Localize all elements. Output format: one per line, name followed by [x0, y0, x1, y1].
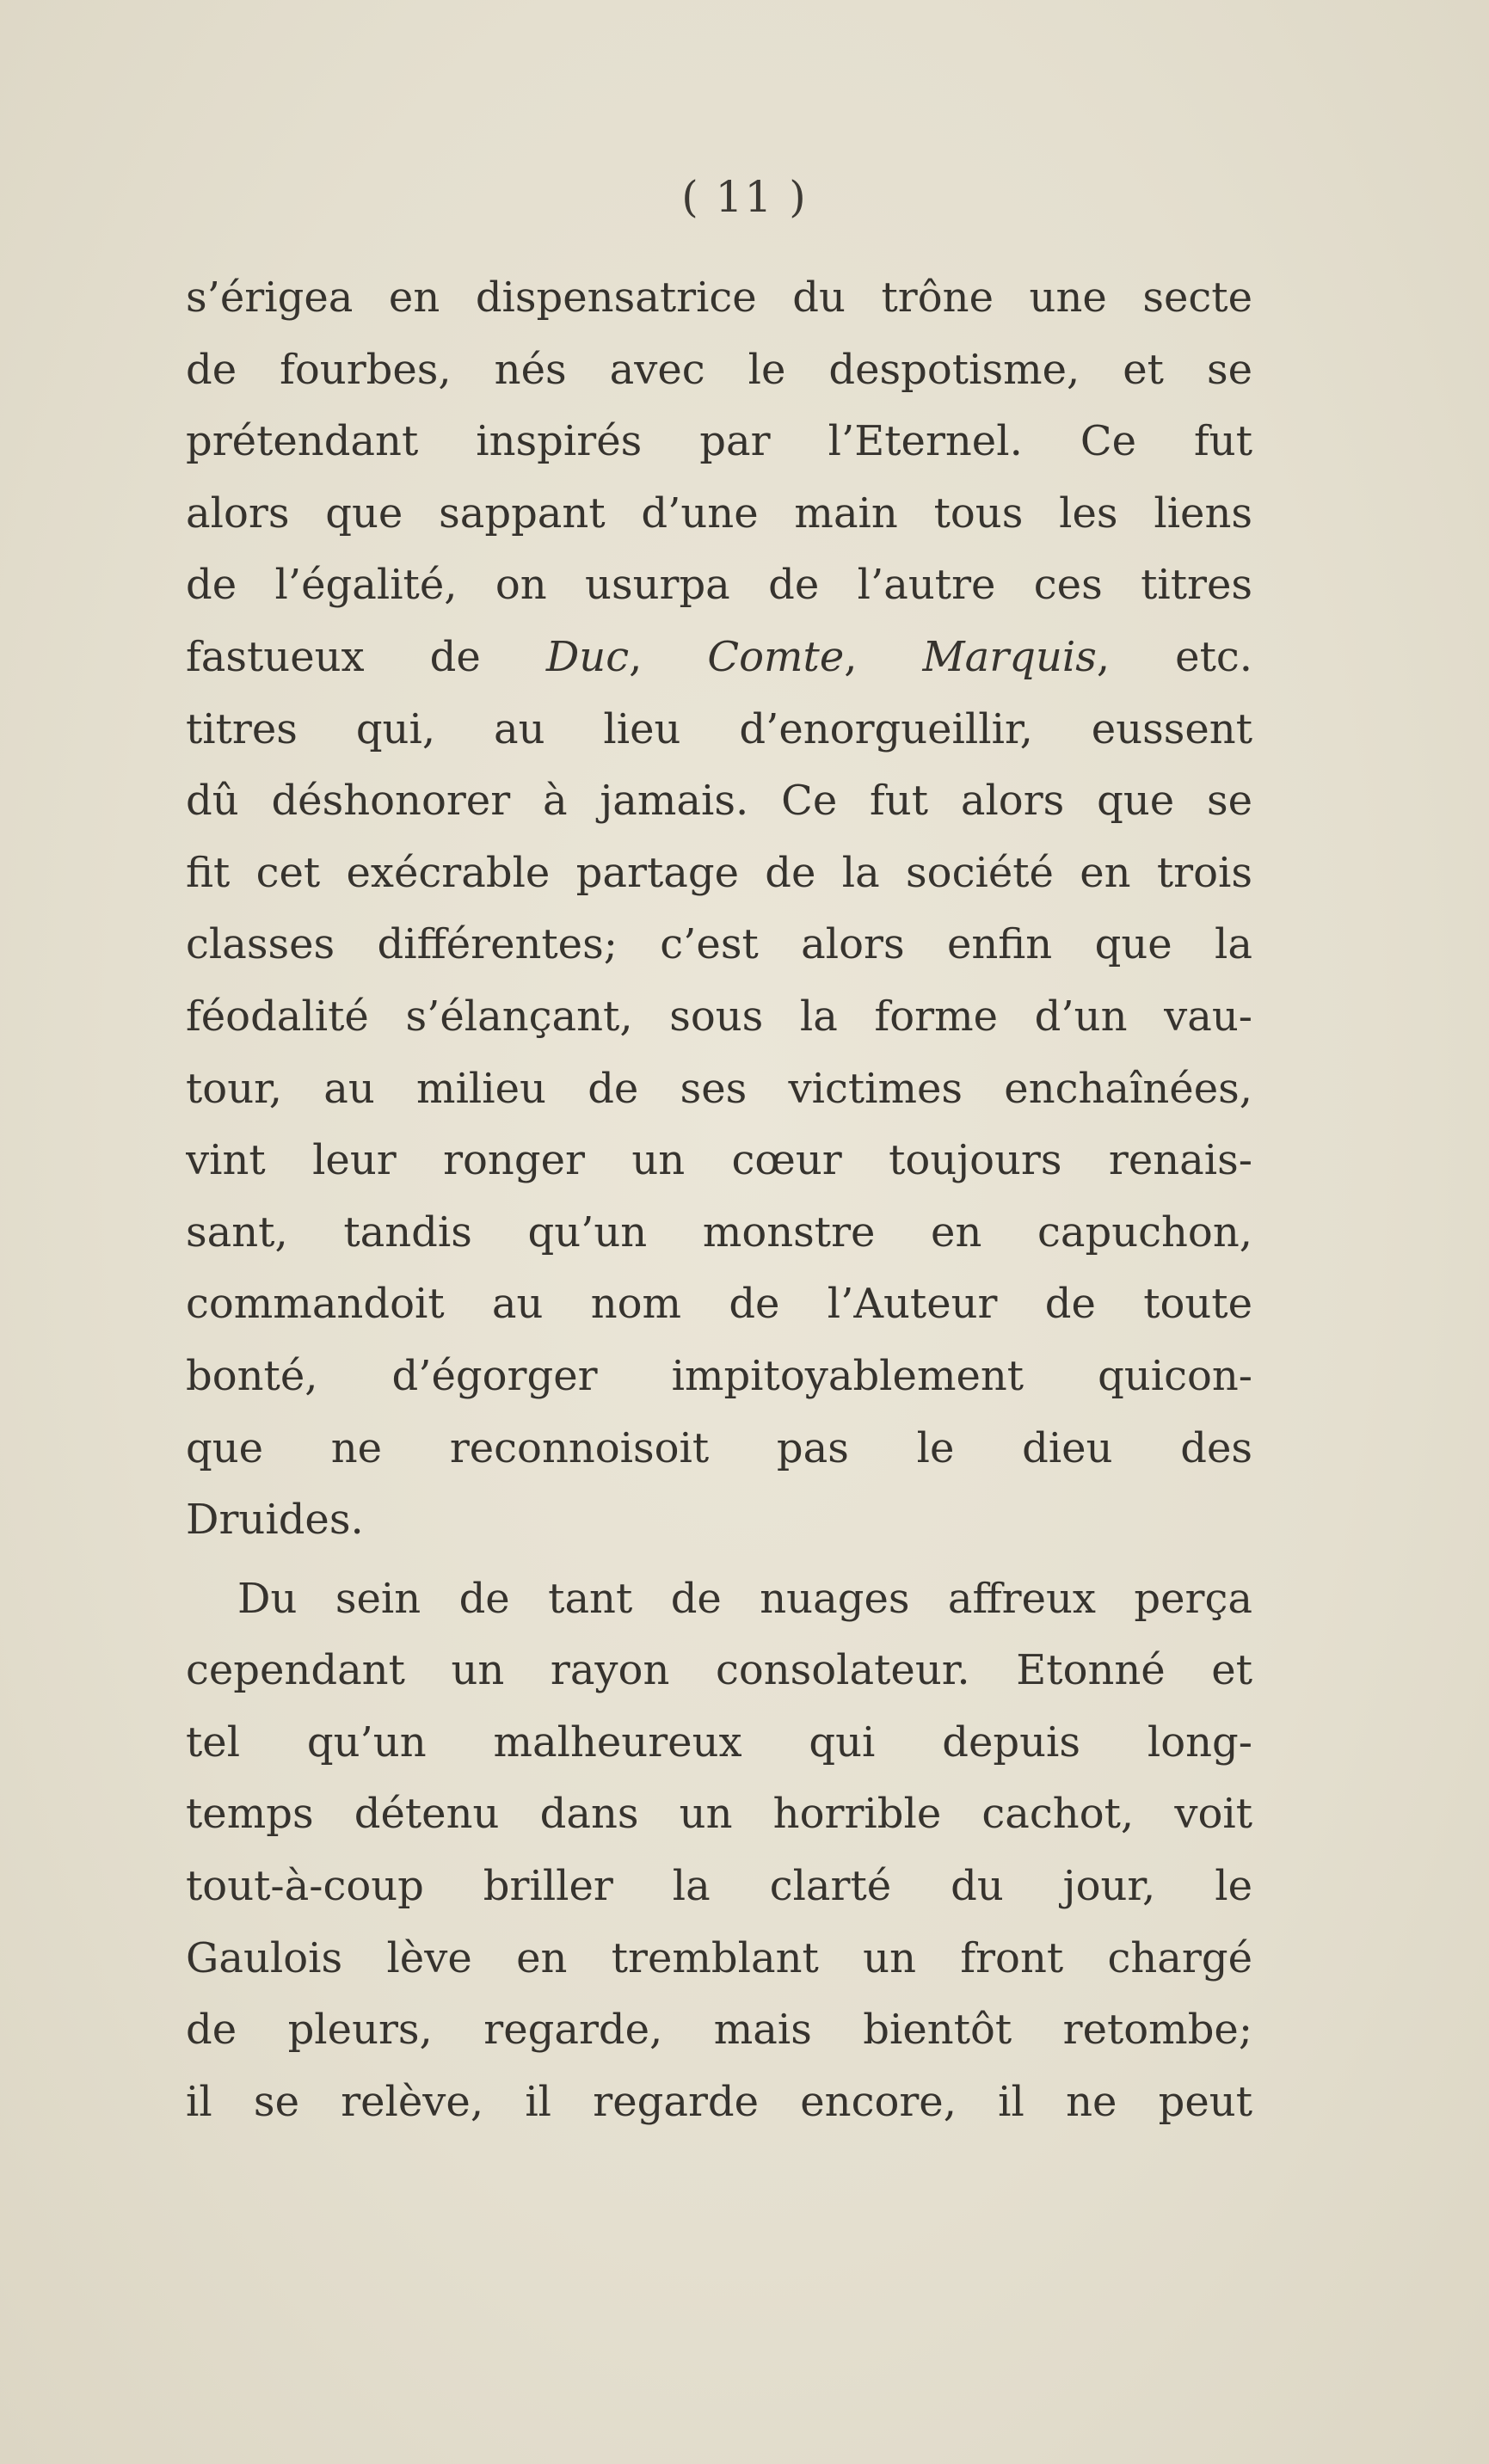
text-line: tour, au milieu de ses victimes enchaînées, — [186, 1064, 1252, 1113]
text-line: dû déshonorer à jamais. Ce fut alors que se — [186, 777, 1252, 826]
text-line: de fourbes, nés avec le despotisme, et se — [186, 345, 1252, 394]
text-line: classes différentes; c’est alors enfin que la — [186, 920, 1252, 969]
body-text — [186, 262, 1252, 2138]
text-line: que ne reconnoisoit pas le dieu des — [186, 1423, 1252, 1472]
text-line: Druides. — [186, 1496, 364, 1545]
paragraph-spacer — [186, 1557, 1252, 1564]
text-line: Gaulois lève en tremblant un front chargé — [186, 1933, 1252, 1982]
text-line: tel qu’un malheureux qui depuis long- — [186, 1717, 1252, 1767]
text-line: de pleurs, regarde, mais bientôt retombe; — [186, 2006, 1252, 2055]
text-line: prétendant inspirés par l’Eternel. Ce fut — [186, 417, 1252, 466]
page-number: ( 11 ) — [681, 172, 808, 222]
text-line: sant, tandis qu’un monstre en capuchon, — [186, 1207, 1252, 1257]
text-line: fit cet exécrable partage de la société en trois — [186, 848, 1252, 897]
text-line: fastueux de Duc, Comte, Marquis, etc. — [186, 632, 1252, 681]
text-line: bonté, d’égorger impitoyablement quicon- — [186, 1351, 1252, 1400]
text-line: féodalité s’élançant, sous la forme d’un vau- — [186, 992, 1252, 1041]
text-line: tout-à-coup briller la clarté du jour, le — [186, 1862, 1252, 1911]
text-line: alors que sappant d’une main tous les liens — [186, 488, 1252, 538]
text-line: de l’égalité, on usurpa de l’autre ces titres — [186, 561, 1252, 610]
text-line: titres qui, au lieu d’enorgueillir, eussent — [186, 704, 1252, 753]
text-line: cependant un rayon consolateur. Etonné et — [186, 1646, 1252, 1695]
text-line: commandoit au nom de l’Auteur de toute — [186, 1280, 1252, 1329]
text-line: s’érigea en dispensatrice du trône une secte — [186, 273, 1252, 322]
text-line: vint leur ronger un cœur toujours renais- — [186, 1136, 1252, 1185]
text-line: temps détenu dans un horrible cachot, voit — [186, 1790, 1252, 1839]
text-line: il se relève, il regarde encore, il ne peut — [186, 2077, 1252, 2126]
paragraph-1 — [186, 262, 1252, 1557]
text-line: Du sein de tant de nuages affreux perça — [237, 1574, 1252, 1623]
paragraph-2 — [186, 1564, 1252, 2139]
